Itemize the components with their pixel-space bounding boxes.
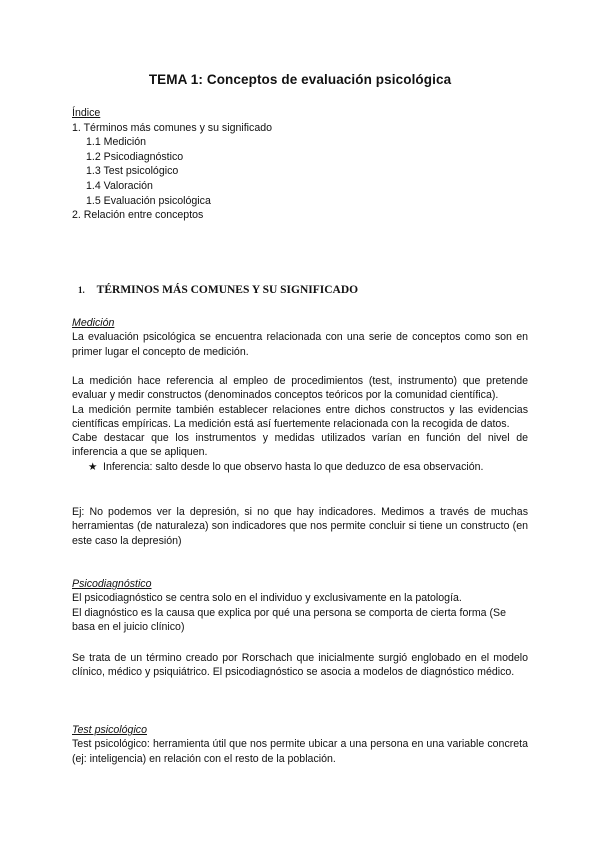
test-block	[72, 723, 528, 766]
psicodiagnostico-block	[72, 577, 528, 634]
paragraph: La evaluación psicológica se encuentra relacionada con una serie de conceptos como son en primer lugar el concepto de medición.	[72, 331, 528, 358]
paragraph: El diagnóstico es la causa que explica por qué una persona se comporta de cierta forma (Se basa en el juicio clínico)	[72, 606, 507, 633]
paragraph: El psicodiagnóstico se centra solo en el individuo y exclusivamente en la patología.	[72, 592, 462, 605]
index-item: 1.4 Valoración	[86, 179, 153, 192]
star-bullet-icon: ★	[88, 460, 98, 473]
psicodiagnostico-paragraph: Se trata de un término creado por Rorschach que inicialmente surgió englobado en el modelo clínico, médico y psiquiátrico. El psicodiagnóstico se asocia a modelos de diagnóstico médico.	[72, 652, 528, 679]
psicodiagnostico-heading: Psicodiagnóstico	[72, 578, 152, 590]
paragraph: Test psicológico: herramienta útil que nos permite ubicar a una persona en una variable concreta (ej: inteligencia) en relación con el resto de la población.	[72, 738, 528, 765]
medicion-block-2	[72, 374, 528, 474]
index-item: 1.5 Evaluación psicológica	[86, 194, 211, 207]
table-of-contents	[72, 106, 272, 223]
paragraph: Cabe destacar que los instrumentos y medidas utilizados varían en función del nivel de inferencia a que se apliquen.	[72, 432, 528, 459]
document-title: TEMA 1: Conceptos de evaluación psicológica	[148, 72, 452, 87]
index-item: 1.2 Psicodiagnóstico	[86, 150, 184, 163]
index-item: 1.3 Test psicológico	[86, 165, 179, 178]
section-number: 1.	[78, 285, 85, 295]
test-heading: Test psicológico	[72, 724, 147, 736]
example-paragraph: Ej: No podemos ver la depresión, si no que hay indicadores. Medimos a través de muchas herramientas (de naturaleza) son indicadores que nos permite concluir si tiene un constructo (en este caso la depresión)	[72, 506, 528, 547]
medicion-block	[72, 316, 528, 359]
section-title: TÉRMINOS MÁS COMUNES Y SU SIGNIFICADO	[96, 284, 359, 296]
section-heading	[78, 284, 358, 296]
index-item: 1. Términos más comunes y su significado	[72, 121, 272, 134]
index-item: 1.1 Medición	[86, 136, 147, 149]
bullet-item	[72, 460, 528, 474]
index-item: 2. Relación entre conceptos	[72, 209, 204, 222]
index-heading: Índice	[72, 107, 101, 119]
paragraph: La medición permite también establecer relaciones entre dichos constructos y las evidencias científicas empíricas. La medición está así fuertemente relacionada con la recogida de datos.	[72, 403, 528, 430]
medicion-heading: Medición	[72, 317, 115, 329]
bullet-text: Inferencia: salto desde lo que observo hasta lo que deduzco de esa observación.	[103, 460, 484, 473]
paragraph: La medición hace referencia al empleo de procedimientos (test, instrumento) que pretende evaluar y medir constructos (denominados conceptos teóricos por la comunidad científica).	[72, 375, 528, 402]
